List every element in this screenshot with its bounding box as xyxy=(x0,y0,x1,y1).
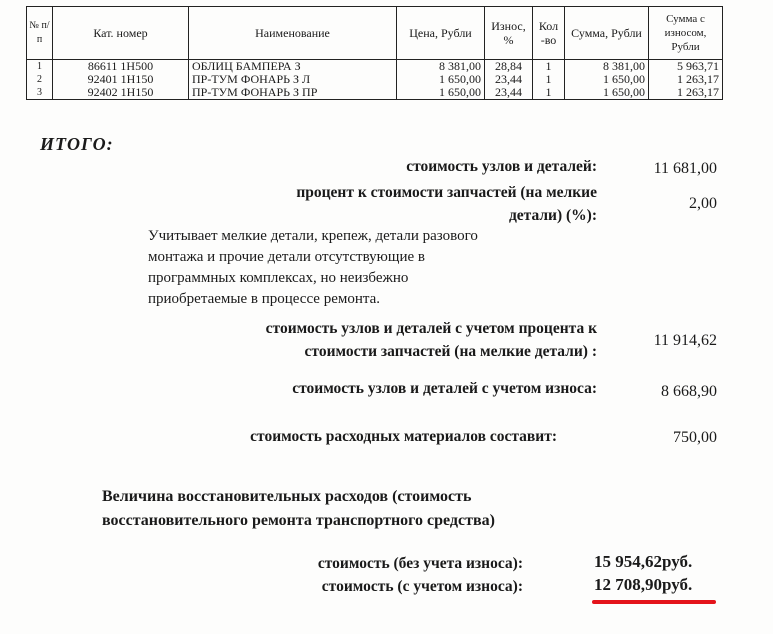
with-wear-value: 8 668,90 xyxy=(661,383,717,400)
cell-sum-wear: 5 963,71 xyxy=(649,60,723,74)
cell-name: ОБЛИЦ БАМПЕРА З xyxy=(189,60,397,74)
cell-num: 1 xyxy=(27,60,53,74)
note-line1: Учитывает мелкие детали, крепеж, детали разового xyxy=(148,228,478,244)
col-header-name: Наименование xyxy=(189,7,397,60)
cell-sum: 1 650,00 xyxy=(565,73,649,86)
col-header-cat: Кат. номер xyxy=(53,7,189,60)
note-line3: программных комплексах, но неизбежно xyxy=(148,270,409,286)
table-row xyxy=(27,86,723,100)
parts-cost-label: стоимость узлов и деталей: xyxy=(406,158,597,175)
restore-title-line2: восстановительного ремонта транспортного средства) xyxy=(102,512,495,529)
cell-cat: 86611 1H500 xyxy=(53,60,189,74)
col-header-sum: Сумма, Рубли xyxy=(565,7,649,60)
cell-num: 2 xyxy=(27,73,53,86)
restore-title-line1: Величина восстановительных расходов (стоимость xyxy=(102,488,472,505)
col-header-wear: Износ, % xyxy=(485,7,533,60)
cell-name: ПР-ТУМ ФОНАРЬ З ПР xyxy=(189,86,397,100)
cell-sum-wear: 1 263,17 xyxy=(649,73,723,86)
with-wear-label: стоимость узлов и деталей с учетом износа: xyxy=(292,380,597,397)
with-percent-label-line2: стоимости запчастей (на мелкие детали) : xyxy=(304,343,597,360)
percent-value: 2,00 xyxy=(689,195,717,212)
with-percent-label-line1: стоимость узлов и деталей с учетом процента к xyxy=(265,320,597,337)
col-header-sum-wear: Сумма с износом, Рубли xyxy=(649,7,723,60)
col-header-num: № п/п xyxy=(27,7,53,60)
cell-num: 3 xyxy=(27,86,53,100)
cell-wear: 28,84 xyxy=(485,60,533,74)
with-percent-value: 11 914,62 xyxy=(653,332,717,349)
cell-name: ПР-ТУМ ФОНАРЬ З Л xyxy=(189,73,397,86)
summary-title: ИТОГО: xyxy=(40,134,114,154)
cell-wear: 23,44 xyxy=(485,86,533,100)
note-line2: монтажа и прочие детали отсутствующие в xyxy=(148,249,425,265)
total-no-wear-label: стоимость (без учета износа): xyxy=(317,555,523,572)
cell-qty: 1 xyxy=(533,73,565,86)
cell-price: 8 381,00 xyxy=(397,60,485,74)
materials-value: 750,00 xyxy=(673,429,717,446)
note-line4: приобретаемые в процессе ремонта. xyxy=(148,291,381,307)
percent-label-line2: детали) (%): xyxy=(508,207,597,224)
table-row xyxy=(27,60,723,74)
col-header-qty: Кол -во xyxy=(533,7,565,60)
total-wear-label: стоимость (с учетом износа): xyxy=(321,578,523,595)
percent-label-line1: процент к стоимости запчастей (на мелкие xyxy=(296,184,597,201)
cell-sum: 8 381,00 xyxy=(565,60,649,74)
cell-price: 1 650,00 xyxy=(397,73,485,86)
cell-price: 1 650,00 xyxy=(397,86,485,100)
cell-cat: 92402 1H150 xyxy=(53,86,189,100)
highlight-underline xyxy=(592,600,716,604)
table-header-row xyxy=(27,7,723,60)
total-no-wear-value: 15 954,62руб. xyxy=(594,552,693,571)
parts-table xyxy=(26,6,723,100)
total-wear-value: 12 708,90руб. xyxy=(594,575,693,594)
cell-sum-wear: 1 263,17 xyxy=(649,86,723,100)
cell-qty: 1 xyxy=(533,86,565,100)
materials-label: стоимость расходных материалов составит: xyxy=(250,428,557,445)
cell-sum: 1 650,00 xyxy=(565,86,649,100)
parts-cost-value: 11 681,00 xyxy=(653,160,717,177)
cell-cat: 92401 1H150 xyxy=(53,73,189,86)
cell-qty: 1 xyxy=(533,60,565,74)
cell-wear: 23,44 xyxy=(485,73,533,86)
col-header-price: Цена, Рубли xyxy=(397,7,485,60)
